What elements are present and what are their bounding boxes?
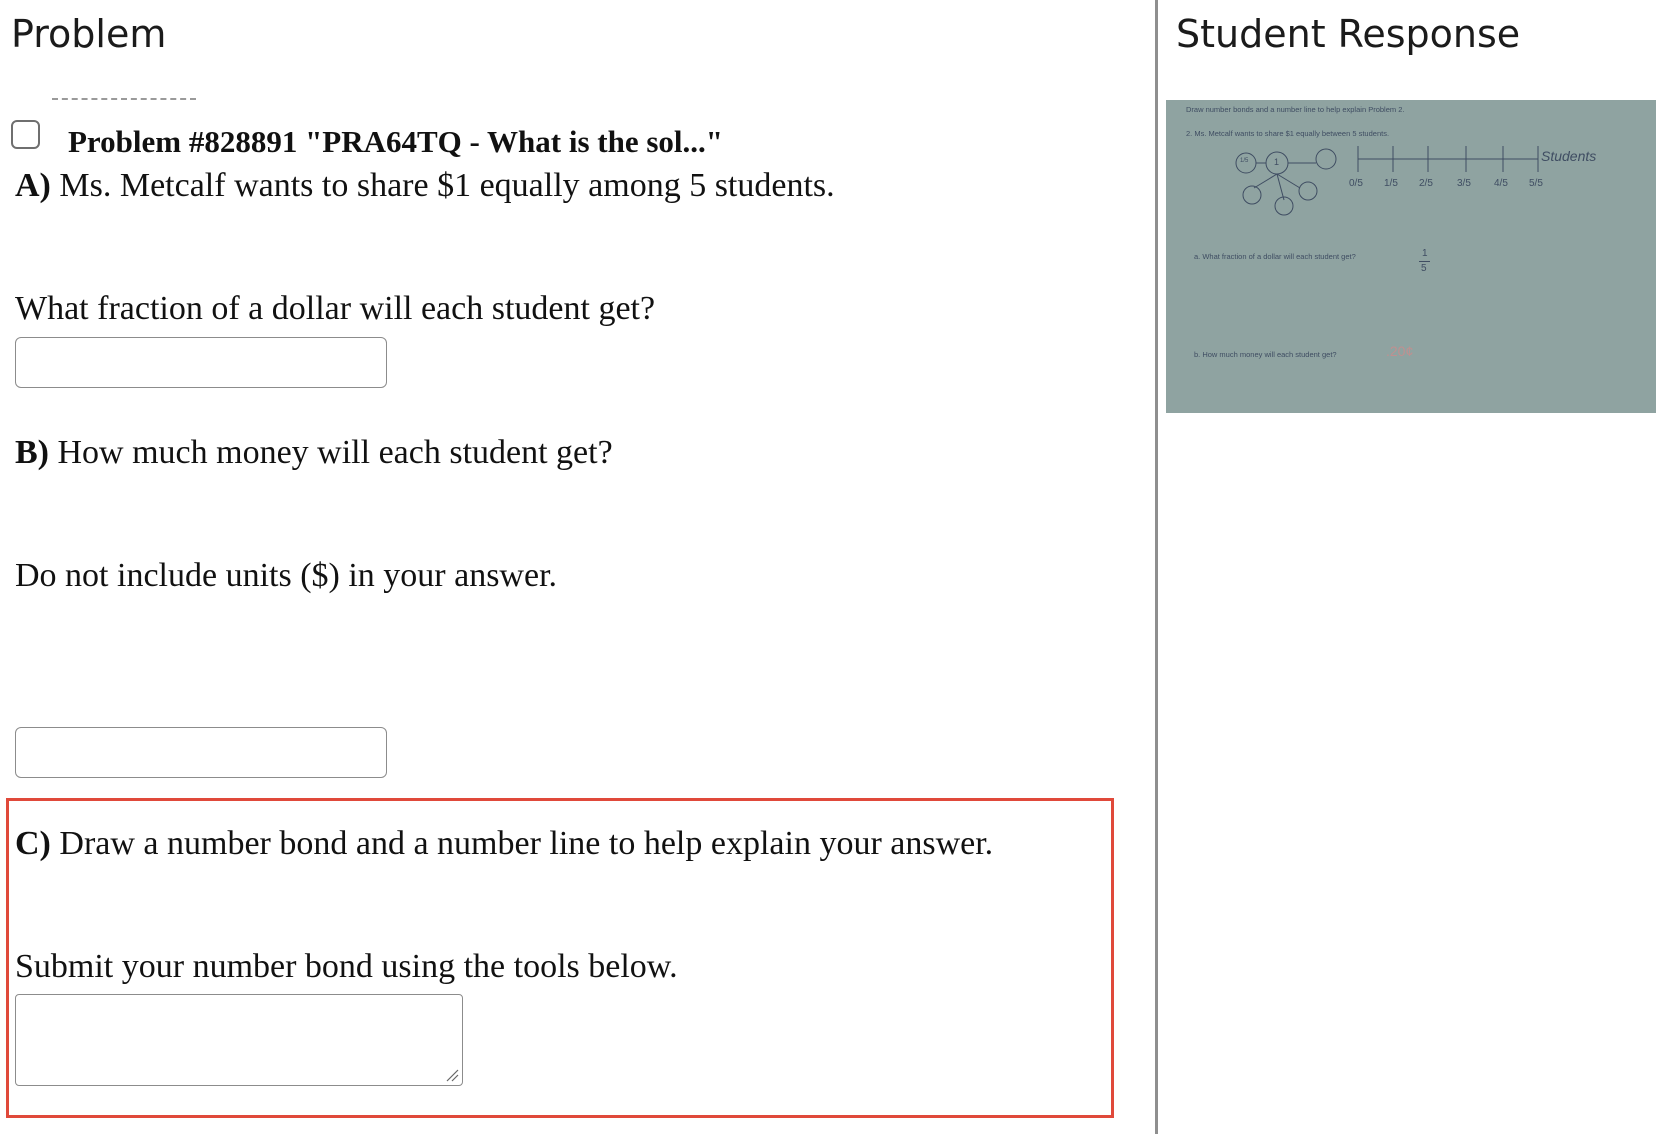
part-c-instruction: Submit your number bond using the tools below. bbox=[15, 948, 678, 985]
part-b-prompt bbox=[15, 434, 613, 472]
photo-header-line: Draw number bonds and a number line to help explain Problem 2. bbox=[1186, 105, 1405, 114]
student-response-pane bbox=[1158, 0, 1656, 1134]
part-a-label: A) bbox=[15, 167, 51, 204]
bond-part-value: 1/5 bbox=[1240, 158, 1249, 164]
part-c-text: Draw a number bond and a number line to help explain your answer. bbox=[59, 825, 994, 862]
tick-label: 0/5 bbox=[1349, 178, 1363, 189]
student-response-heading: Student Response bbox=[1176, 12, 1521, 56]
part-c-answer-textarea[interactable] bbox=[15, 994, 463, 1086]
part-b-note: Do not include units ($) in your answer. bbox=[15, 557, 558, 594]
photo-problem-line: 2. Ms. Metcalf wants to share $1 equally between 5 students. bbox=[1186, 129, 1390, 138]
part-b-answer-input[interactable] bbox=[15, 727, 387, 778]
problem-title: Problem #828891 "PRA64TQ - What is the sol..." bbox=[68, 124, 723, 159]
resize-grip-icon[interactable] bbox=[445, 1068, 459, 1082]
clipped-text-remnant bbox=[52, 98, 196, 100]
tick-label: 5/5 bbox=[1529, 178, 1543, 189]
tick-label: 1/5 bbox=[1384, 178, 1398, 189]
part-b-label: B) bbox=[15, 434, 49, 471]
part-a-text: Ms. Metcalf wants to share $1 equally among 5 students. bbox=[59, 167, 835, 204]
photo-question-b: b. How much money will each student get? bbox=[1194, 350, 1337, 359]
photo-question-a: a. What fraction of a dollar will each student get? bbox=[1194, 252, 1356, 261]
part-a-prompt bbox=[15, 167, 835, 205]
problem-select-checkbox[interactable] bbox=[11, 120, 40, 149]
part-a-answer-input[interactable] bbox=[15, 337, 387, 388]
bond-whole-value: 1 bbox=[1274, 157, 1280, 167]
fraction-bar bbox=[1419, 261, 1430, 262]
tick-label: 2/5 bbox=[1419, 178, 1433, 189]
tick-label: 4/5 bbox=[1494, 178, 1508, 189]
part-c-label: C) bbox=[15, 825, 51, 862]
student-response-photo bbox=[1166, 100, 1656, 413]
photo-answer-b: .20¢ bbox=[1386, 343, 1414, 359]
number-line-label: Students bbox=[1541, 148, 1597, 164]
problem-pane-heading: Problem bbox=[11, 12, 167, 56]
photo-answer-a-numerator: 1 bbox=[1422, 248, 1428, 259]
tick-label: 3/5 bbox=[1457, 178, 1471, 189]
photo-answer-a-denominator: 5 bbox=[1421, 263, 1427, 274]
part-c-prompt bbox=[15, 825, 993, 863]
part-a-question: What fraction of a dollar will each student get? bbox=[15, 290, 656, 327]
part-b-text: How much money will each student get? bbox=[57, 434, 613, 471]
